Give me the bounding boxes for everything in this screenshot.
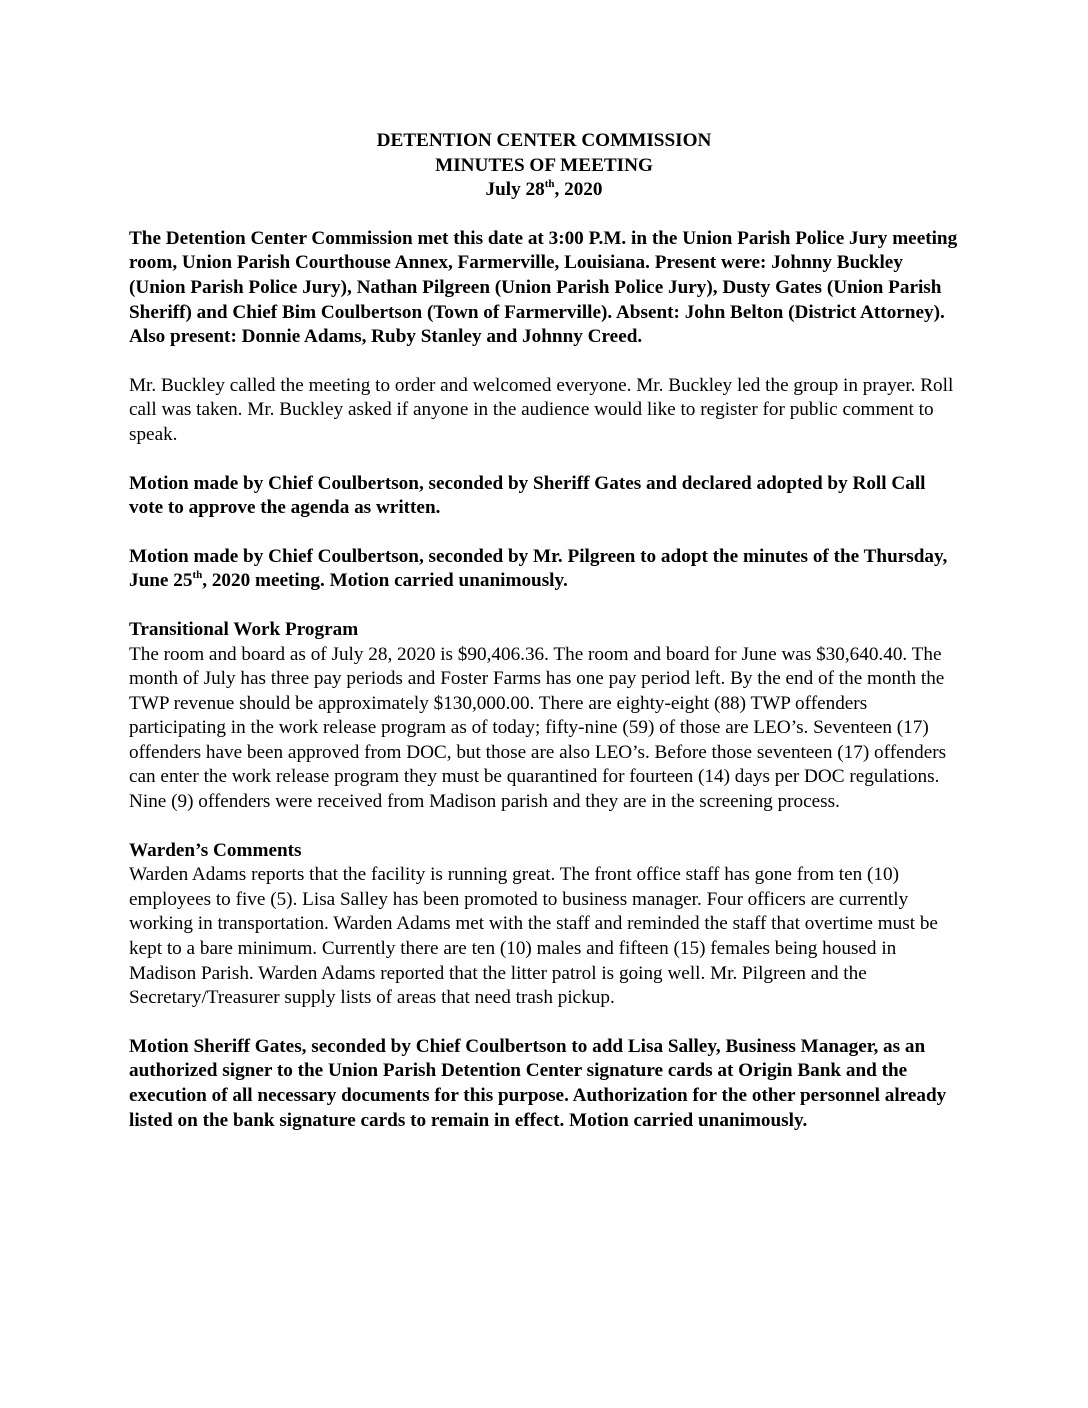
motion-agenda-paragraph: Motion made by Chief Coulbertson, seconded by Sheriff Gates and declared adopted by Roll Call vote to approve the agenda as written. [129,472,926,519]
date-prefix: July 28 [485,179,545,201]
twp-paragraph: The room and board as of July 28, 2020 is $90,406.36. The room and board for June was $30,640.40. The month of July has three pay periods and Foster Farms has one pay period left. By the end of the month the TWP revenue should be approximately $130,000.00. There are eighty-eight (88) TWP offenders participating in the work release program as of today; fifty-nine (59) of those are LEO’s. Seventeen (17) offenders have been approved from DOC, but those are also LEO’s. Before those seventeen (17) offenders can enter the work release program they must be quarantined for fourteen (14) days per DOC regulations. Nine (9) offenders were received from Madison parish and they are in the screening process. [129,643,947,813]
motion-minutes-text-end: , 2020 meeting. Motion carried unanimously. [202,570,568,592]
header-line-commission: DETENTION CENTER COMMISSION [376,130,712,151]
call-to-order-paragraph: Mr. Buckley called the meeting to order and welcomed everyone. Mr. Buckley led the group in prayer. Roll call was taken. Mr. Buckley asked if anyone in the audience would like to register for public comment to speak. [129,374,954,445]
wardens-comments-paragraph: Warden Adams reports that the facility is running great. The front office staff has gone from ten (10) employees to five (5). Lisa Salley has been promoted to business manager. Four officers are currently working in transportation. Warden Adams met with the staff and reminded the staff that overtime must be kept to a bare minimum. Currently there are ten (10) males and fifteen (15) females being housed in Madison Parish. Warden Adams reported that the litter patrol is going well. Mr. Pilgreen and the Secretary/Treasurer supply lists of areas that need trash pickup. [129,864,938,1009]
motion-minutes-text: Motion made by Chief Coulbertson, seconded by Mr. Pilgreen to adopt the minutes of the Thursday, June 25 [129,545,948,592]
wardens-comments-heading: Warden’s Comments [129,839,302,861]
document-header [129,129,959,203]
motion-signer-paragraph: Motion Sheriff Gates, seconded by Chief Coulbertson to add Lisa Salley, Business Manager, as an authorized signer to the Union Parish Detention Center signature cards at Origin Bank and the execution of all necessary documents for this purpose. Authorization for the other personnel already listed on the bank signature cards to remain in effect. Motion carried unanimously. [129,1035,947,1131]
date-superscript: th [544,177,555,190]
twp-heading: Transitional Work Program [129,618,359,640]
intro-paragraph: The Detention Center Commission met this date at 3:00 P.M. in the Union Parish Police Jury meeting room, Union Parish Courthouse Annex, Farmerville, Louisiana. Present were: Johnny Buckley (Union Parish Police Jury), Nathan Pilgreen (Union Parish Police Jury), Dusty Gates (Union Parish Sheriff) and Chief Bim Coulbertson (Town of Farmerville). Absent: John Belton (District Attorney). Also present: Donnie Adams, Ruby Stanley and Johnny Creed. [129,227,958,348]
motion-minutes-paragraph [129,545,959,594]
document-page [129,129,959,1133]
motion-minutes-superscript: th [192,568,203,581]
header-line-minutes: MINUTES OF MEETING [435,154,653,176]
date-suffix: , 2020 [554,179,603,201]
header-meeting-date [129,178,959,203]
